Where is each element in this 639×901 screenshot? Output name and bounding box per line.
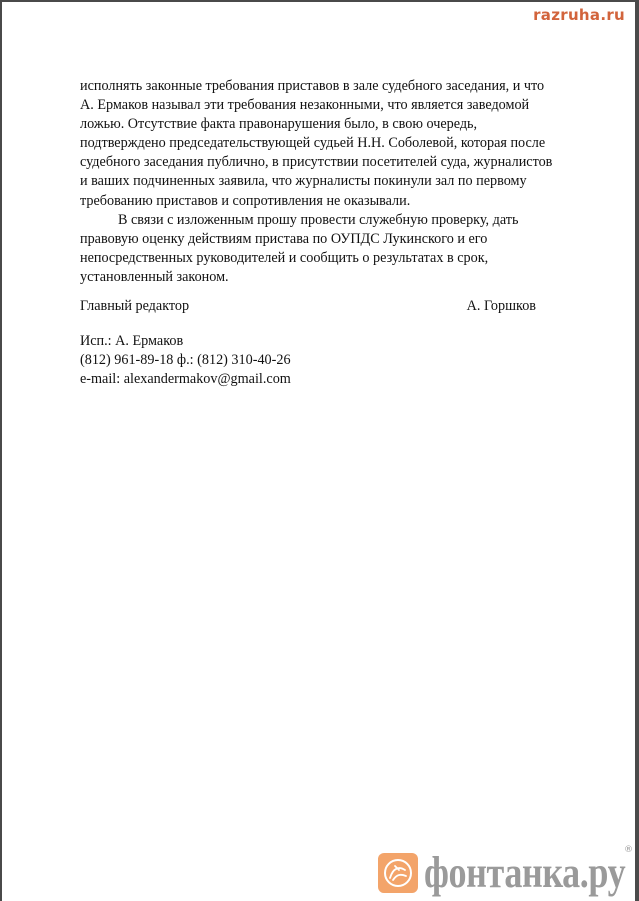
fontanka-logo <box>378 847 639 898</box>
executor: Исп.: А. Ермаков <box>80 333 184 349</box>
razruha-watermark: razruha.ru <box>533 6 625 24</box>
fontanka-logo-text: фонтанка.ру <box>424 848 626 897</box>
fontanka-bird-icon <box>378 853 418 893</box>
paragraph-1: исполнять законные требования приставов в зале судебного заседания, и что А. Ермаков называл эти требования незаконными, что является заведомой ложью. Отсутствие факта правонарушения было, в свою очередь, подтверждено председательствующей судьей Н.Н. Соболевой, которая после судебного заседания публично, в присутствии посетителей суда, журналистов и ваших подчиненных заявила, что журналисты покинули зал по первому требованию приставов и сопротивления не оказывали. <box>80 78 553 209</box>
signer-position: Главный редактор <box>80 298 190 314</box>
signer-name: А. Горшков <box>466 298 536 314</box>
letter-body <box>80 77 560 287</box>
phones: (812) 961-89-18 ф.: (812) 310-40-26 <box>80 352 291 368</box>
registered-mark: ® <box>624 845 633 855</box>
signature-row <box>80 298 536 315</box>
contacts-block <box>80 332 291 389</box>
email: e-mail: alexandermakov@gmail.com <box>80 371 291 387</box>
paragraph-2: В связи с изложенным прошу провести служебную проверку, дать правовую оценку действиям пристава по ОУПДС Лукинского и его непосредственных руководителей и сообщить о результатах в срок, установленный законом. <box>80 211 519 285</box>
